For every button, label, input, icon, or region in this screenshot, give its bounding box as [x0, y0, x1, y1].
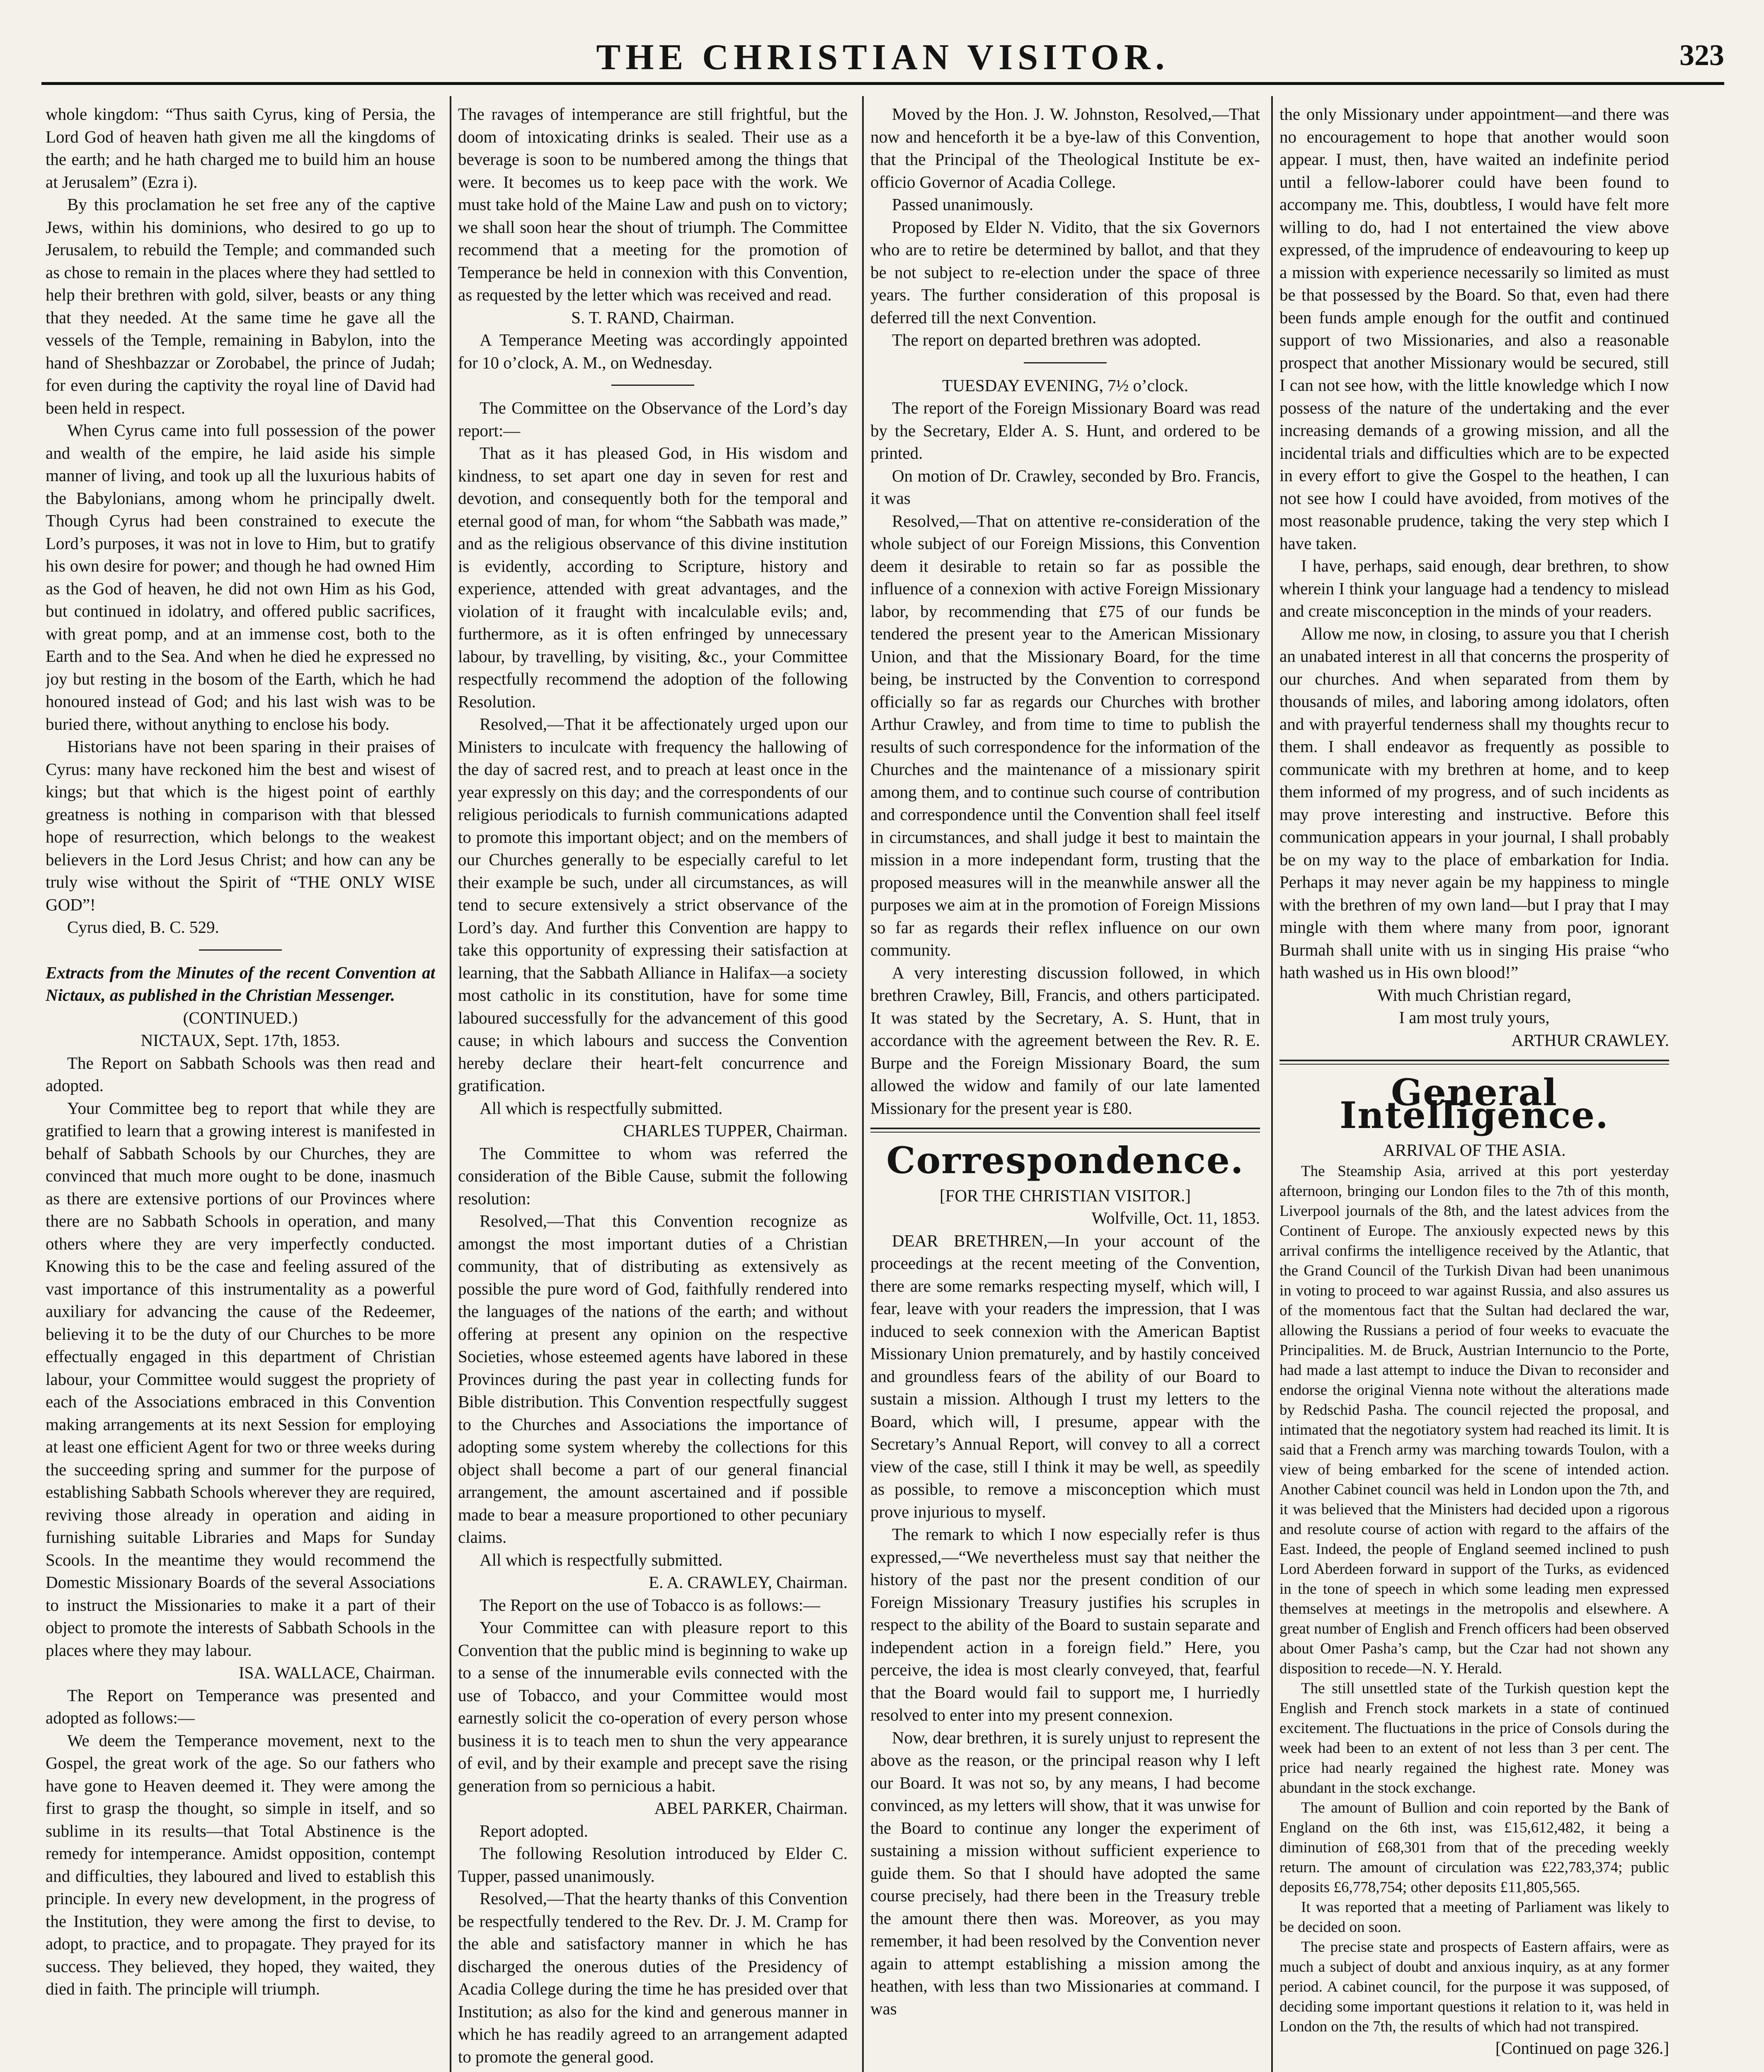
section-rule — [611, 385, 694, 386]
heading-rule — [870, 1128, 1260, 1133]
news-paragraph: The Steamship Asia, arrived at this port yesterday afternoon, bringing our London files to the 7th of this month, Liverpool journals of the 8th, and the latest advices from the Continent of Europe. The anxiously expected news by this arrival confirms the intelligence received by the Atlantic, that the Grand Council of the Turkish Divan had been unanimous in voting to proceed to war against Russia, and also assures us of the momentous fact that the Sultan had declared the war, allowing the Russians a period of four weeks to evacuate the Principalities. M. de Bruck, Austrian Internuncio to the Porte, had made a last attempt to induce the Divan to reconsider and endorse the original Vienna note without the alterations made by Redschid Pasha. The council rejected the proposal, and intimated that the negotiatory system had reached its limit. It is said that a French army was marching towards Toulon, with a view of being embarked for the scene of intended action. Another Cabinet council was held in London upon the 7th, and it was believed that the Ministers had decided upon a rigorous and resolute course of action with regard to the affairs of the East. Indeed, the people of England seemed inclined to push Lord Aberdeen forward in support of the Turks, as evidenced in the tone of speech in which some leading men expressed themselves at meetings in the metropolis and elsewhere. A great number of English and French officers had been observed about Omer Pasha’s camp, but the Czar had not shown any disposition to recede—N. Y. Herald. — [1279, 1162, 1669, 1677]
department-heading: General Intelligence. — [1340, 1071, 1609, 1137]
column-1 — [46, 103, 435, 2072]
paragraph: Resolved,—That this Convention recognize as amongst the most important duties of a Christian community, that of distributing as extensively as possible the pure word of God, faithfully rendered into the languages of the nations of the earth; and without offering at present any opinion on the respective Societies, whose esteemed agents have labored in these Provinces during the past year in collecting funds for Bible distribution. This Convention respectfully suggest to the Churches and Associations the importance of adopting some system whereby the collections for this object shall become a part of our general financial arrangement, the amount ascertained and if possible made to bear a measure proportioned to other pecuniary claims. — [458, 1211, 848, 1547]
news-paragraph: The precise state and prospects of Eastern affairs, were as much a subject of doubt and anxious inquiry, as at any former period. A cabinet council, for the purpose it was supposed, of deciding some important questions it relation to it, was held in London on the 7th, the results of which had not transpired. — [1279, 1938, 1669, 2035]
paragraph: Allow me now, in closing, to assure you that I cherish an unabated interest in all that concerns the prosperity of our churches. And when separated from them by thousands of miles, and laboring among idolators, often and with prayerful tenderness shall my thoughts recur to them. I shall endeavor as frequently as possible to communicate with my brethren at home, and to keep them informed of my progress, and of such incidents as may prove interesting and instructive. Before this communication appears in your journal, I shall probably be on my way to the place of embarkation for India. Perhaps it may never again be my happiness to mingle with the brethren of my own land—but I pray that I may mingle with them where many from poor, ignorant Burmah shall unite with us in singing His praise “who hath washed us in His own blood!” — [1279, 624, 1669, 982]
page-number: 323 — [1679, 39, 1724, 72]
paragraph: All which is respectfully submitted. — [480, 1550, 723, 1569]
section-heading: Extracts from the Minutes of the recent Convention at Nictaux, as published in the Christian Messenger. — [46, 963, 435, 1005]
paragraph: The remark to which I now especially refer is thus expressed,—“We nevertheless must say that neither the history of the past nor the present condition of our Foreign Missionary Treasury justifies his scruples in respect to the ability of the Board to sustain separate and independent action in a foreign field.” Here, you perceive, the idea is most clearly conveyed, that, fearful that the Board would fail to support me, I hurriedly resolved to enter into my present connexion. — [870, 1525, 1260, 1724]
heading-rule — [1279, 1060, 1669, 1065]
column-divider — [450, 96, 451, 2072]
signature-line: ABEL PARKER, Chairman. — [654, 1798, 848, 1818]
paragraph: The Report on the use of Tobacco is as follows:— — [480, 1595, 820, 1615]
signature-line: ARTHUR CRAWLEY. — [1511, 1030, 1669, 1050]
paragraph: The Committee on the Observance of the Lord’s day report:— — [458, 398, 848, 440]
paragraph: The report on departed brethren was adopted. — [892, 330, 1201, 349]
paragraph: When Cyrus came into full possession of the power and wealth of the empire, he laid aside his simple manner of living, and took up all the luxurious habits of the Babylonians, among whom he principally dwelt. Though Cyrus had been constrained to execute the Lord’s purposes, it was not in love to Him, but to gratify his own desire for power; and though he had owned Him as the God of heaven, he did not own Him as his God, but continued in idolatry, and offered public sacrifices, with great pomp, and at an immense cost, both to the Earth and to the Sea. And when he died he expressed no joy but resting in the bosom of the Earth, which he had honoured instead of God; and his last wish was to be buried there, without anything to enclose his body. — [46, 421, 435, 733]
paragraph: Now, dear brethren, it is surely unjust to represent the above as the reason, or the principal reason why I left our Board. It was not so, by any means, I had become convinced, as my letters will show, that it was unwise for the Board to continue any longer the experiment of sustaining a mission without sufficient experience to guide them. So that I should have adopted the same course precisely, had there been in the Treasury treble the amount there then was. Moreover, as you may remember, it had been resolved by the Convention never again to attempt establishing a mission among the heathen, with less than two Missionaries at command. I was — [870, 1728, 1260, 2018]
masthead-rule — [41, 82, 1724, 85]
paragraph: The report of the Foreign Missionary Board was read by the Secretary, Elder A. S. Hunt, and ordered to be printed. — [870, 398, 1260, 462]
paragraph: I have, perhaps, said enough, dear brethren, to show wherein I think your language had a tendency to mislead and create misconception in the minds of your readers. — [1279, 556, 1669, 620]
column-4 — [1279, 103, 1669, 2072]
news-paragraph: The still unsettled state of the Turkish question kept the English and French stock markets in a state of continued excitement. The fluctuations in the price of Consols during the week had been to an extent of not less than 3 per cent. The price had nearly regained the highest rate. Money was abundant in the stock exchange. — [1279, 1680, 1669, 1796]
paragraph: By this proclamation he set free any of the captive Jews, within his dominions, who desired to go up to Jerusalem, to rebuild the Temple; and commanded such as chose to remain in the places where they had settled to help their brethren with gold, silver, beasts or any thing that they needed. At the same time he gave all the vessels of the Temple, remaining in Babylon, into the hand of Sheshbazzar or Zorobabel, the prince of Judah; for even during the captivity the royal line of David had been held in respect. — [46, 195, 435, 417]
paragraph: A Temperance Meeting was accordingly appointed for 10 o’clock, A. M., on Wednesday. — [458, 330, 848, 372]
centered-line: I am most truly yours, — [1399, 1008, 1550, 1027]
column-3 — [870, 103, 1260, 2072]
centered-line: [FOR THE CHRISTIAN VISITOR.] — [940, 1186, 1191, 1205]
centered-line: S. T. RAND, Chairman. — [571, 307, 734, 327]
paragraph: Cyrus died, B. C. 529. — [67, 917, 219, 937]
centered-line: (CONTINUED.) — [183, 1008, 298, 1027]
paragraph: On motion of Dr. Crawley, seconded by Bro. Francis, it was — [870, 466, 1260, 508]
paragraph: The Report on Temperance was presented and adopted as follows:— — [46, 1685, 435, 1727]
centered-line: With much Christian regard, — [1377, 985, 1571, 1005]
paragraph: Resolved,—That on attentive re-consideration of the whole subject of our Foreign Missions, this Convention deem it desirable to retain so far as possible the influence of a connexion with active Foreign Missionary labor, by recommending that £75 of our funds be tendered the present year to the American Missionary Union, and that the Missionary Board, for the time being, be instructed by the Convention to correspond officially so far as regards our Churches with brother Arthur Crawley, and from time to time to publish the results of such correspondence for the information of the Churches and the maintenance of a missionary spirit among them, and to continue such course of contribution and correspondence until the Convention shall feel itself in circumstances, and shall judge it best to maintain the mission in a more independant form, trusting that the proposed measures will in the meanwhile answer all the purposes we aim at in the promotion of Foreign Missions so far as regards their reflex influence on our own community. — [870, 511, 1260, 959]
paragraph: DEAR BRETHREN,—In your account of the proceedings at the recent meeting of the Convention, there are some remarks respecting myself, which will, I fear, leave with your readers the impression, that I was induced to seek connexion with the American Baptist Missionary Union prematurely, and by hastily conceived and groundless fears of the ability of our Board to sustain a mission. Although I trust my letters to the Board, which will, I presume, appear with the Secretary’s Annual Report, will convey to all a correct view of the case, still I think it may be well, as speedily as possible, to remove a misconception which must prove injurious to myself. — [870, 1231, 1260, 1521]
paragraph: That as it has pleased God, in His wisdom and kindness, to set apart one day in seven for rest and devotion, and consequently both for the temporal and eternal good of man, for whom “the Sabbath was made,” and as the religious observance of this divine institution is evidently, according to Scripture, history and experience, attended with great advantages, and the violation of it fraught with incalculable evils; and, furthermore, as it is often enfringed by unnecessary labour, by travelling, by visiting, &c., your Committee respectfully recommend the adoption of the following Resolution. — [458, 443, 848, 711]
column-2 — [458, 103, 848, 2072]
paragraph: Report adopted. — [480, 1821, 588, 1840]
signature-line: [Continued on page 326.] — [1495, 2038, 1669, 2057]
paragraph: The Committee to whom was referred the consideration of the Bible Cause, submit the following resolution: — [458, 1143, 848, 1208]
paragraph: whole kingdom: “Thus saith Cyrus, king of Persia, the Lord God of heaven hath given me all the kingdoms of the earth; and he hath charged me to build him an house at Jerusalem” (Ezra i). — [46, 104, 435, 191]
centered-line: TUESDAY EVENING, 7½ o’clock. — [942, 375, 1188, 395]
section-rule — [1024, 362, 1107, 363]
paragraph: Your Committee can with pleasure report to this Convention that the public mind is beginning to wake up to a sense of the innumerable evils connected with the use of Tobacco, and your Committee would most earnestly solicit the co-operation of every person whose business it is to teach men to shun the very appearance of evil, and by their example and precept save the rising generation from so pernicious a habit. — [458, 1618, 848, 1795]
paragraph: The ravages of intemperance are still frightful, but the doom of intoxicating drinks is sealed. Their use as a beverage is soon to be numbered among the things that were. It becomes us to keep pace with the work. We must take hold of the Maine Law and push on to victory; we shall soon hear the shout of triumph. The Committee recommend that a meeting for the promotion of Temperance be held in connexion with this Convention, as requested by the letter which was received and read. — [458, 104, 848, 304]
signature-line: Wolfville, Oct. 11, 1853. — [1091, 1208, 1260, 1227]
paragraph: the only Missionary under appointment—and there was no encouragement to hope that another would soon appear. I must, then, have waited an indefinite period until a fellow-laborer could have been found to accompany me. This, doubtless, I would have felt more willing to do, had I not entertained the view above expressed, of the imprudence of endeavouring to keep up a mission with experience necessarily so limited as must be that possessed by the Board. So that, even had there been funds ample enough for the outfit and continued support of two Missionaries, and also a reasonable prospect that another Missionary would be secured, still I can not see how, with the little knowledge which I now possess of the nature of the undertaking and the ever increasing demands of a growing mission, and all the incidental trials and difficulties which are to be expected in every effort to give the Gospel to the heathen, I can not see how I could have avoided, from motives of the most reasonable prudence, taking the very step which I have taken. — [1279, 104, 1669, 553]
newspaper-title: THE CHRISTIAN VISITOR. — [596, 37, 1170, 77]
paragraph: Proposed by Elder N. Vidito, that the six Governors who are to retire be determined by ballot, and that they be not subject to re-election under the space of three years. The further consideration of this proposal is deferred till the next Convention. — [870, 217, 1260, 327]
paragraph: Moved by the Hon. J. W. Johnston, Resolved,—That now and henceforth it be a bye-law of this Convention, that the Principal of the Theological Institute be ex-officio Governor of Acadia College. — [870, 104, 1260, 191]
paragraph: Passed unanimously. — [892, 195, 1034, 214]
paragraph: Your Committee beg to report that while they are gratified to learn that a growing interest is manifested in behalf of Sabbath Schools by our Churches, they are convinced that much more ought to be done, inasmuch as there are extensive portions of our Provinces where there are no Sabbath Schools in operation, and many others where they are very imperfectly conducted. Knowing this to be the case and feeling assured of the vast importance of this instrumentality as a powerful auxiliary for advancing the cause of the Redeemer, believing it to be the duty of our Churches to be more effectually engaged in this department of Christian labour, your Committee would suggest the propriety of each of the Associations embraced in this Convention making arrangements at its next Session for employing at least one efficient Agent for two or three weeks during the succeeding spring and summer for the purpose of establishing Sabbath Schools wherever they are required, reviving those already in operation and aiding in furnishing suitable Libraries and Maps for Sunday Scools. In the meantime they would recommend the Domestic Missionary Boards of the several Associations to instruct the Missionaries to make it a part of their object to promote the interests of Sabbath Schools in the places where they may labour. — [46, 1098, 435, 1660]
section-rule — [199, 949, 282, 951]
signature-line: ISA. WALLACE, Chairman. — [238, 1663, 435, 1682]
column-divider — [1271, 96, 1273, 2072]
signature-line: E. A. CRAWLEY, Chairman. — [649, 1573, 848, 1592]
paragraph: We deem the Temperance movement, next to the Gospel, the great work of the age. So our fathers who have gone to Heaven deemed it. They were among the first to grasp the thought, so simple in itself, and so sublime in its results—that Total Abstinence is the remedy for intemperance. Amidst opposition, contempt and difficulties, they laboured and lived to establish this principle. In every new development, in the progress of the Institution, they were among the first to devise, to adopt, to practice, and to propagate. They prayed for its success. They believed, they hoped, they waited, they died in faith. The principle will triumph. — [46, 1731, 435, 1998]
paragraph: Historians have not been sparing in their praises of Cyrus: many have reckoned him the best and wisest of kings; but that which is the higest point of earthly greatness is nothing in comparison with that blessed hope of resurrection, which belongs to the weakest believers in the Lord Jesus Christ; and how can any be truly wise without the Spirit of “THE ONLY WISE GOD”! — [46, 737, 435, 914]
paragraph: Resolved,—That it be affectionately urged upon our Ministers to inculcate with frequency the hallowing of the day of sacred rest, and to preach at least once in the year expressly on this day; and the correspondents of our religious periodicals to furnish communications adapted to promote this important object; and on the members of our Churches generally to be especially careful to let their example be such, under all circumstances, as will tend to secure extensively a strict observance of the Lord’s day. And further this Convention are happy to take this opportunity of expressing their satisfaction at learning, that the Sabbath Alliance in Halifax—a society most catholic in its constitution, have for some time laboured successfully for the advancement of this good cause; in which labours and success the Convention hereby declare their heart-felt concurrence and gratification. — [458, 714, 848, 1095]
signature-line: CHARLES TUPPER, Chairman. — [623, 1121, 848, 1140]
department-heading: Correspondence. — [886, 1139, 1244, 1182]
news-paragraph: It was reported that a meeting of Parliament was likely to be decided on soon. — [1279, 1898, 1669, 1936]
paragraph: All which is respectfully submitted. — [480, 1098, 723, 1118]
centered-line: ARRIVAL OF THE ASIA. — [1383, 1140, 1566, 1159]
paragraph: Resolved,—That the hearty thanks of this Convention be respectfully tendered to the Rev. Dr. J. M. Cramp for the able and satisfactory manner in which he has discharged the onerous duties of the Presidency of Acadia College during the time he has presided over that Institution; as also for the kind and generous manner in which he has readily agreed to an arrangement adapted to promote the general good. — [458, 1889, 848, 2066]
paragraph: A very interesting discussion followed, in which brethren Crawley, Bill, Francis, and others participated. It was stated by the Secretary, A. S. Hunt, that in accordance with the agreement between the Rev. R. E. Burpe and the Foreign Missionary Board, the sum allowed the widow and family of our late lamented Missionary for the present year is £80. — [870, 963, 1260, 1118]
news-paragraph: The amount of Bullion and coin reported by the Bank of England on the 6th inst, was £15,612,482, it being a diminution of £68,301 from that of the preceding weekly return. The amount of circulation was £22,783,374; public deposits £6,778,754; other deposits £11,805,565. — [1279, 1799, 1669, 1896]
centered-line: NICTAUX, Sept. 17th, 1853. — [141, 1031, 340, 1050]
masthead — [41, 17, 1724, 83]
paragraph: The Report on Sabbath Schools was then read and adopted. — [46, 1053, 435, 1095]
paragraph: The following Resolution introduced by Elder C. Tupper, passed unanimously. — [458, 1844, 848, 1886]
column-divider — [862, 96, 864, 2072]
